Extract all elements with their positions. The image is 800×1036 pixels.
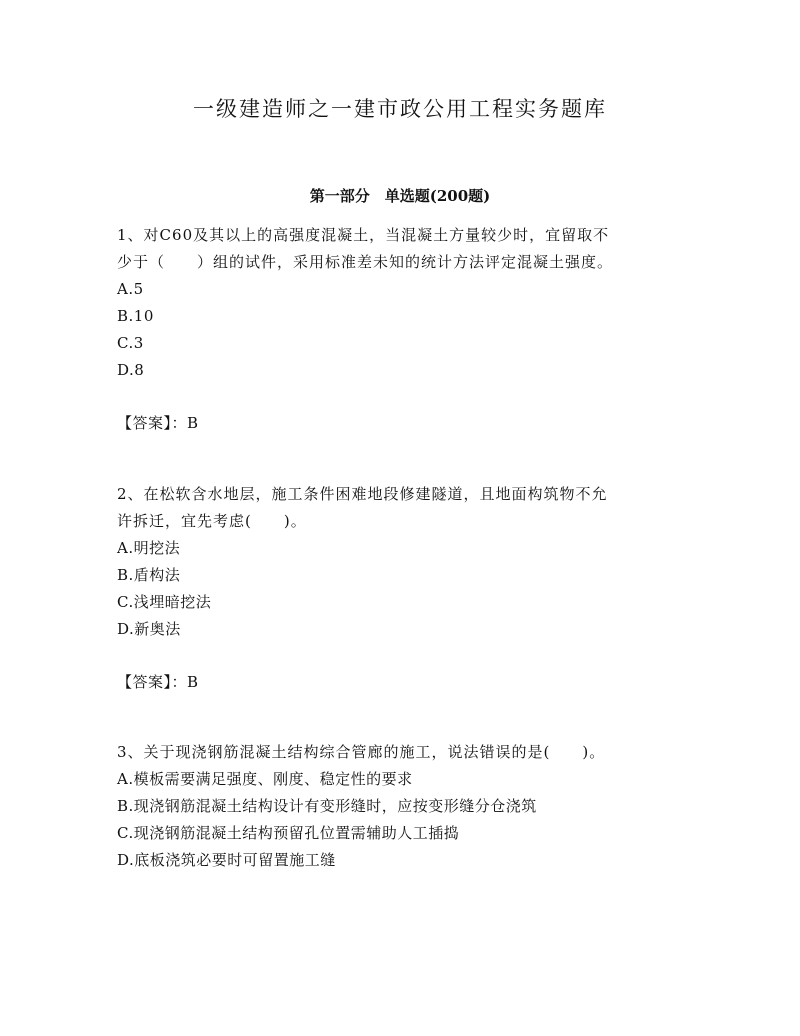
document-title: 一级建造师之一建市政公用工程实务题库: [193, 97, 607, 121]
option-d: D.底板浇筑必要时可留置施工缝: [117, 851, 336, 869]
question-stem-line: 1、对C60及其以上的高强度混凝土，当混凝土方量较少时，宜留取不: [117, 226, 610, 244]
option-d: D.8: [117, 361, 145, 379]
question-stem-line: 少于（ ）组的试件，采用标准差未知的统计方法评定混凝土强度。: [117, 253, 614, 271]
section-title: 第一部分 单选题(200题): [309, 187, 491, 205]
option-a: A.明挖法: [117, 539, 181, 557]
question-2: [117, 481, 685, 711]
option-a: A.5: [117, 280, 144, 298]
question-3: [117, 739, 685, 874]
option-b: B.10: [117, 307, 154, 325]
option-b: B.现浇钢筋混凝土结构设计有变形缝时，应按变形缝分仓浇筑: [117, 797, 537, 815]
option-d: D.新奥法: [117, 620, 181, 638]
option-a: A.模板需要满足强度、刚度、稳定性的要求: [117, 770, 413, 788]
option-c: C.浅埋暗挖法: [117, 593, 212, 611]
question-stem-line: 许拆迁，宜先考虑( )。: [117, 512, 307, 530]
answer-line: 【答案】：B: [117, 673, 199, 691]
option-b: B.盾构法: [117, 566, 181, 584]
option-c: C.3: [117, 334, 144, 352]
option-c: C.现浇钢筋混凝土结构预留孔位置需辅助人工插捣: [117, 824, 460, 842]
question-1: [117, 222, 685, 452]
question-stem-line: 2、在松软含水地层，施工条件困难地段修建隧道，且地面构筑物不允: [117, 485, 608, 503]
answer-line: 【答案】：B: [117, 414, 199, 432]
question-stem-line: 3、关于现浇钢筋混凝土结构综合管廊的施工，说法错误的是( )。: [117, 743, 606, 761]
